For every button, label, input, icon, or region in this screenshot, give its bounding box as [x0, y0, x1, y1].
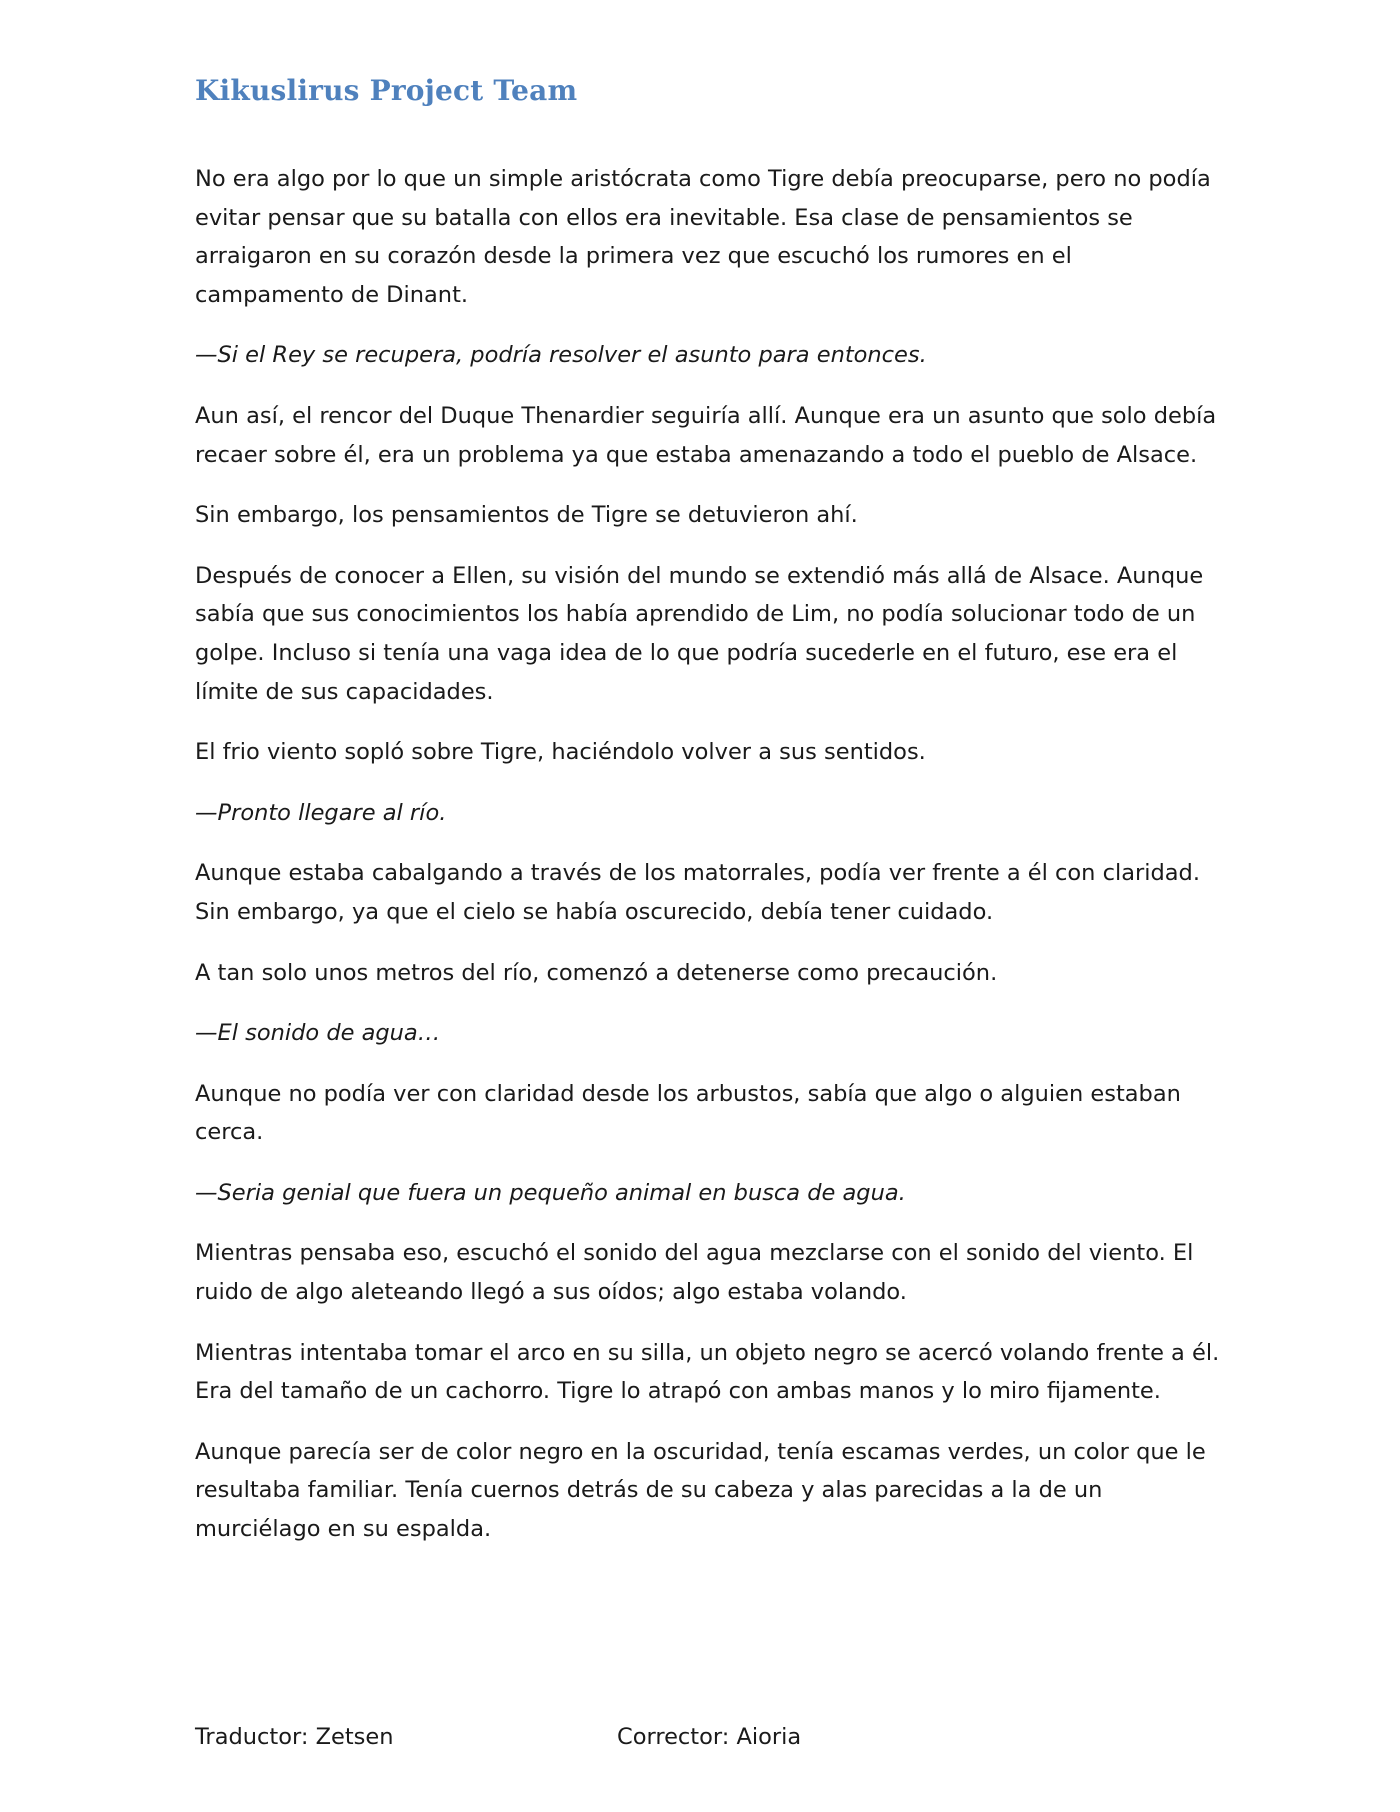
body-paragraph: No era algo por lo que un simple aristócrata como Tigre debía preocuparse, pero no podía evitar pensar que su batalla con ellos era inevitable. Esa clase de pensamientos se arraigaron en su corazón desde la primera vez que escuchó los rumores en el campamento de Dinant. — [195, 166, 1211, 308]
dialogue-paragraph: —Si el Rey se recupera, podría resolver el asunto para entonces. — [195, 342, 927, 369]
footer-translator: Traductor: Zetsen — [195, 1724, 394, 1750]
dialogue-paragraph: —Seria genial que fuera un pequeño animal en busca de agua. — [195, 1179, 906, 1206]
dialogue-paragraph: —El sonido de agua… — [195, 1020, 441, 1047]
body-paragraph: El frio viento sopló sobre Tigre, haciéndolo volver a sus sentidos. — [195, 739, 926, 766]
body-paragraph: Mientras pensaba eso, escuchó el sonido del agua mezclarse con el sonido del viento. El ruido de algo aleteando llegó a sus oídos; algo estaba volando. — [195, 1240, 1194, 1306]
body-paragraph: Aunque parecía ser de color negro en la oscuridad, tenía escamas verdes, un color que le resultaba familiar. Tenía cuernos detrás de su cabeza y alas parecidas a la de un murciélago en su espalda. — [195, 1438, 1206, 1543]
body-paragraph: A tan solo unos metros del río, comenzó a detenerse como precaución. — [195, 959, 998, 986]
body-paragraph: Después de conocer a Ellen, su visión del mundo se extendió más allá de Alsace. Aunque sabía que sus conocimientos los había aprendido de Lim, no podía solucionar todo de un golpe. Incluso si tenía una vaga idea de lo que podría sucederle en el futuro, ese era el límite de sus capacidades. — [195, 562, 1204, 705]
body-paragraph: Aun así, el rencor del Duque Thenardier seguiría allí. Aunque era un asunto que solo debía recaer sobre él, era un problema ya que estaba amenazando a todo el pueblo de Alsace. — [195, 402, 1217, 468]
body-paragraph: Aunque no podía ver con claridad desde los arbustos, sabía que algo o alguien estaban cerca. — [195, 1080, 1181, 1146]
body-paragraph: Sin embargo, los pensamientos de Tigre se detuvieron ahí. — [195, 502, 858, 529]
body-paragraph: Mientras intentaba tomar el arco en su silla, un objeto negro se acercó volando frente a él. Era del tamaño de un cachorro. Tigre lo atrapó con ambas manos y lo miro fijamente. — [195, 1339, 1220, 1405]
document-body — [195, 160, 1225, 1571]
footer-corrector: Corrector: Aioria — [617, 1724, 802, 1750]
dialogue-paragraph: —Pronto llegare al río. — [195, 799, 447, 826]
body-paragraph: Aunque estaba cabalgando a través de los matorrales, podía ver frente a él con claridad. Sin embargo, ya que el cielo se había oscurecido, debía tener cuidado. — [195, 860, 1200, 925]
page-header-title: Kikuslirus Project Team — [195, 74, 578, 107]
